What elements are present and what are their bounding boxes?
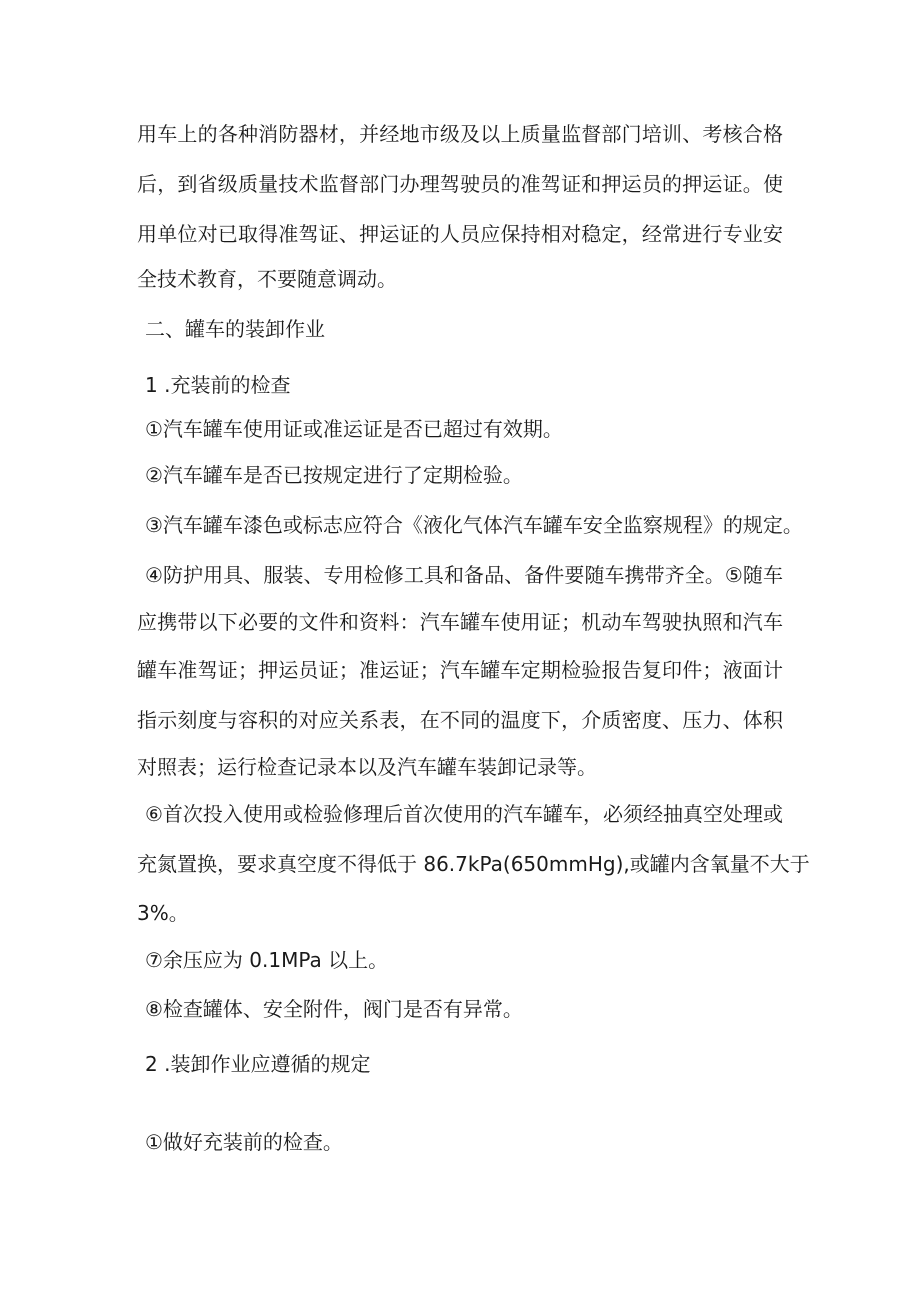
list-item: ③汽车罐车漆色或标志应符合《液化气体汽车罐车安全监察规程》的规定。 xyxy=(145,513,803,537)
list-item: ②汽车罐车是否已按规定进行了定期检验。 xyxy=(145,463,523,487)
list-item: ①汽车罐车使用证或准运证是否已超过有效期。 xyxy=(145,417,563,441)
list-item: ⑦余压应为 0.1MPa 以上。 xyxy=(145,948,389,972)
paragraph-line: 3%。 xyxy=(137,901,189,925)
list-item: ④防护用具、服装、专用检修工具和备品、备件要随车携带齐全。⑤随车 xyxy=(145,563,783,587)
paragraph-line: 后，到省级质量技术监督部门办理驾驶员的准驾证和押运员的押运证。使 xyxy=(137,172,783,196)
paragraph-line: 应携带以下必要的文件和资料：汽车罐车使用证；机动车驾驶执照和汽车 xyxy=(137,610,783,634)
paragraph-line: 用车上的各种消防器材，并经地市级及以上质量监督部门培训、考核合格 xyxy=(137,122,783,146)
paragraph-line: 罐车准驾证；押运员证；准运证；汽车罐车定期检验报告复印件；液面计 xyxy=(137,658,783,682)
list-item: ⑧检查罐体、安全附件，阀门是否有异常。 xyxy=(145,997,523,1021)
list-item: ①做好充装前的检查。 xyxy=(145,1130,343,1154)
subsection-heading: 1 .充装前的检查 xyxy=(145,373,291,397)
section-heading: 二、罐车的装卸作业 xyxy=(145,317,325,341)
paragraph-line: 全技术教育，不要随意调动。 xyxy=(137,267,397,291)
list-item: ⑥首次投入使用或检验修理后首次使用的汽车罐车，必须经抽真空处理或 xyxy=(145,802,783,826)
subsection-heading: 2 .装卸作业应遵循的规定 xyxy=(145,1052,371,1076)
paragraph-line: 对照表；运行检查记录本以及汽车罐车装卸记录等。 xyxy=(137,755,597,779)
paragraph-line: 用单位对已取得准驾证、押运证的人员应保持相对稳定，经常进行专业安 xyxy=(137,222,783,246)
paragraph-line: 充氮置换，要求真空度不得低于 86.7kPa(650mmHg),或罐内含氧量不大于 xyxy=(137,852,810,876)
paragraph-line: 指示刻度与容积的对应关系表，在不同的温度下，介质密度、压力、体积 xyxy=(137,708,783,732)
